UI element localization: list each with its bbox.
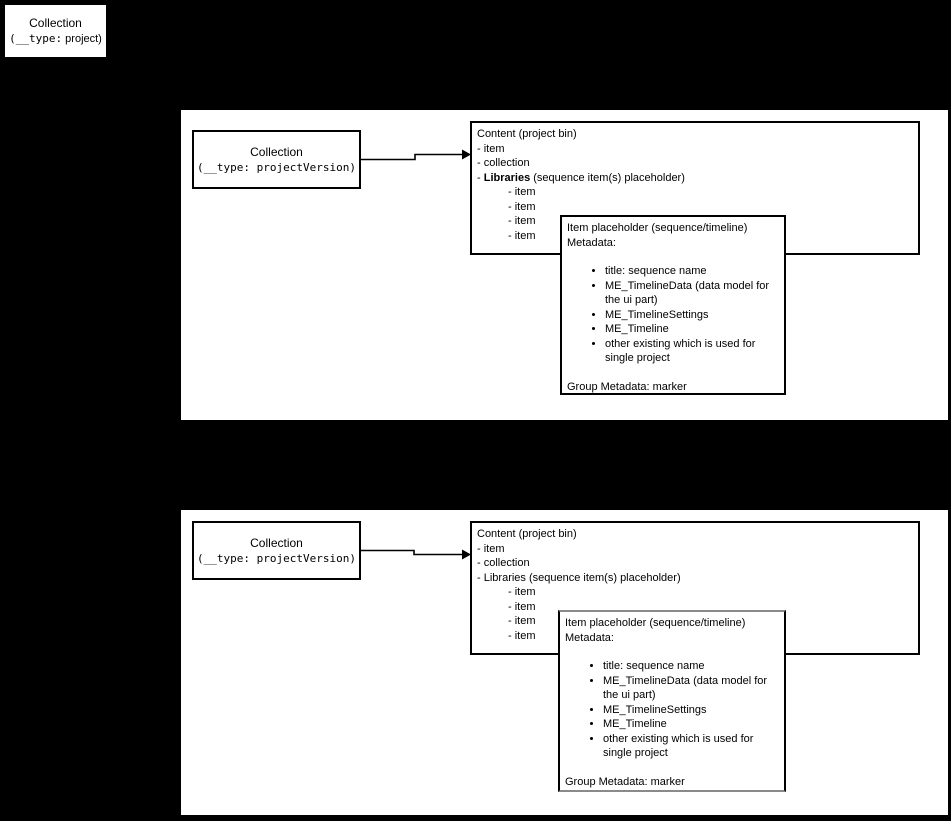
metadata-bullet: • title: sequence name [605, 264, 779, 279]
collection-version-type: (__type: projectVersion) [197, 160, 356, 174]
collection-version-type: (__type: projectVersion) [197, 551, 356, 565]
collection-version-box [192, 130, 361, 189]
content-sub-item: - item [508, 200, 536, 213]
content-line-libraries: - Libraries (sequence item(s) placeholder) [477, 171, 685, 184]
content-bin-title: Content (project bin) [477, 128, 577, 140]
group-metadata-footer: Group Metadata: marker [567, 380, 687, 393]
collection-project-title: Collection [29, 15, 82, 30]
item-placeholder-title: Item placeholder (sequence/timeline) [565, 617, 746, 629]
connector-arrow [361, 510, 476, 610]
content-line-collection: - collection [477, 157, 530, 169]
collection-version-title: Collection [250, 144, 303, 159]
content-line-item: - item [477, 142, 505, 155]
item-placeholder-box [560, 215, 786, 395]
content-sub-item: - item [508, 229, 536, 242]
collection-version-box [192, 521, 361, 580]
content-sub-item: - item [508, 629, 536, 642]
metadata-bullet: • title: sequence name [603, 659, 779, 674]
content-sub-item: - item [508, 186, 536, 198]
content-line-collection: - collection [477, 557, 530, 569]
collection-project-type: (__type: project) [9, 31, 102, 45]
connector-arrow [361, 110, 476, 210]
panel-bottom [181, 510, 948, 815]
metadata-list [567, 264, 779, 366]
metadata-list [565, 659, 779, 761]
content-bin-title: Content (project bin) [477, 528, 577, 540]
group-metadata-footer: Group Metadata: marker [565, 775, 685, 788]
content-sub-item: - item [508, 615, 536, 627]
collection-version-title: Collection [250, 535, 303, 550]
collection-project-box [3, 3, 108, 59]
content-sub-item: - item [508, 586, 536, 598]
metadata-bullet: • ME_TimelineData (data model for the ui part) [603, 674, 779, 703]
metadata-bullet: • ME_TimelineSettings [605, 308, 779, 323]
metadata-bullet: • ME_TimelineSettings [603, 703, 779, 718]
metadata-bullet: • other existing which is used for single project [603, 732, 779, 761]
content-sub-item: - item [508, 215, 536, 227]
metadata-bullet: • ME_TimelineData (data model for the ui part) [605, 279, 779, 308]
content-line-libraries: - Libraries (sequence item(s) placeholder) [477, 571, 681, 584]
item-placeholder-box [558, 610, 786, 792]
metadata-label: Metadata: [565, 631, 614, 644]
content-line-item: - item [477, 542, 505, 555]
metadata-label: Metadata: [567, 236, 616, 249]
metadata-bullet: • ME_Timeline [603, 717, 779, 732]
content-sub-item: - item [508, 600, 536, 613]
item-placeholder-title: Item placeholder (sequence/timeline) [567, 222, 748, 234]
metadata-bullet: • other existing which is used for single project [605, 337, 779, 366]
panel-top [181, 110, 948, 420]
metadata-bullet: • ME_Timeline [605, 322, 779, 337]
